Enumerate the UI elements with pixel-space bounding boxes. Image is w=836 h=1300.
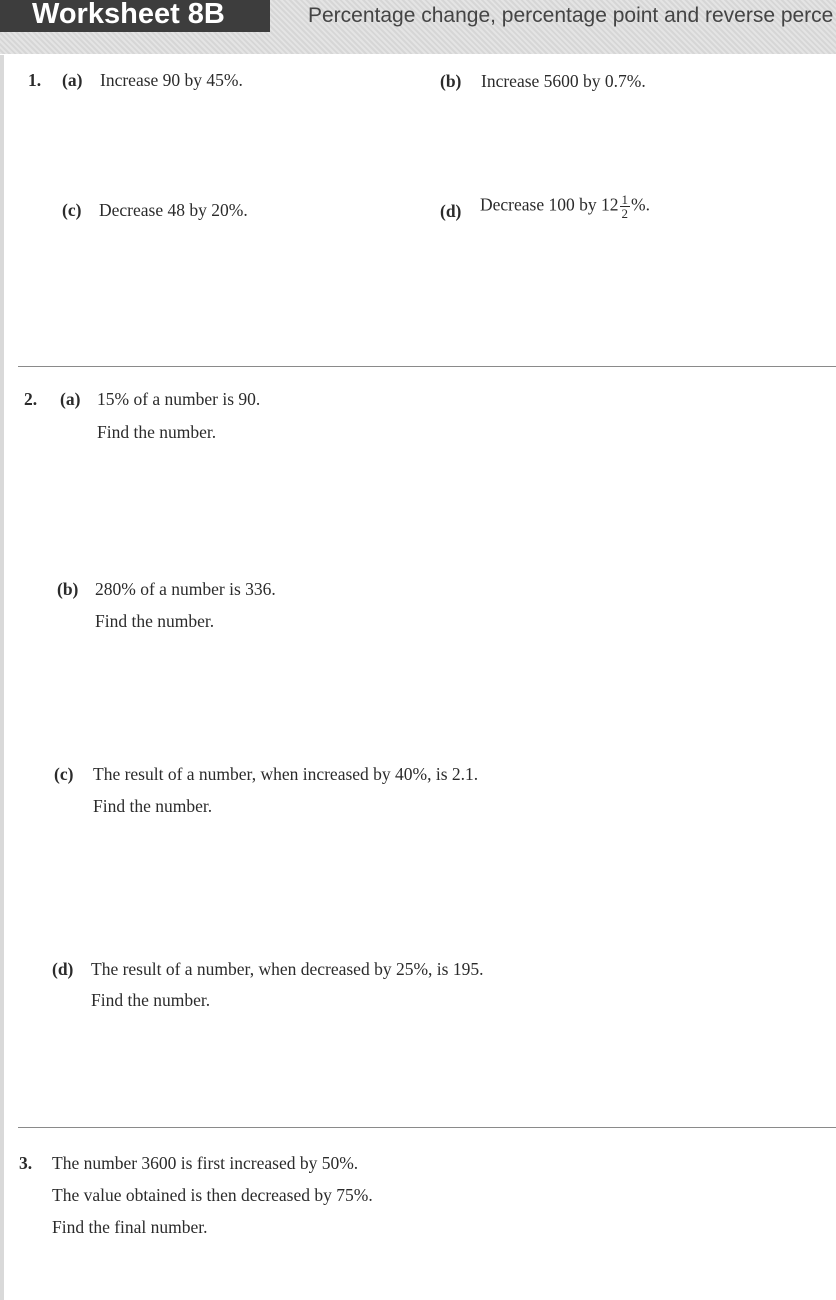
q2b-label: (b) [57,579,79,599]
q1b-label: (b) [440,71,462,91]
q2d-line2: Find the number. [91,990,211,1010]
q2c-line1: The result of a number, when increased by 40%, is 2.1. [93,764,479,784]
q1a-text: Increase 90 by 45%. [100,70,243,90]
q2c-line2: Find the number. [93,796,213,816]
divider-2 [18,1127,836,1128]
q3-number: 3. [19,1153,33,1173]
q1d-text [480,193,650,220]
page-left-border [0,55,4,1300]
q3-line1: The number 3600 is first increased by 50%. [52,1153,359,1173]
q1d-label: (d) [440,201,462,221]
divider-1 [18,366,836,367]
q1c-label: (c) [62,200,82,220]
worksheet-title: Worksheet 8B [0,0,270,32]
q2b-line1: 280% of a number is 336. [95,579,276,599]
q1d-text-after: %. [631,194,650,215]
worksheet-subtitle: Percentage change, percentage point and reverse perce [308,4,834,27]
q2d-line1: The result of a number, when decreased by 25%, is 195. [91,959,484,979]
q2b-line2: Find the number. [95,611,215,631]
q2a-label: (a) [60,389,81,409]
q1c-text: Decrease 48 by 20%. [99,200,248,220]
q2d-label: (d) [52,959,74,979]
q3-line3: Find the final number. [52,1217,208,1237]
q1a-label: (a) [62,70,83,90]
q1b-text: Increase 5600 by 0.7%. [481,71,646,91]
q2a-line1: 15% of a number is 90. [97,389,261,409]
fraction-denominator: 2 [621,206,628,221]
q2-number: 2. [24,389,38,409]
fraction-numerator: 1 [621,192,628,207]
q2c-label: (c) [54,764,74,784]
q3-line2: The value obtained is then decreased by 75%. [52,1185,373,1205]
q2a-line2: Find the number. [97,422,217,442]
fraction-one-half [620,193,631,220]
q1-number: 1. [28,70,42,90]
q1d-text-before: Decrease 100 by 12 [480,194,619,215]
